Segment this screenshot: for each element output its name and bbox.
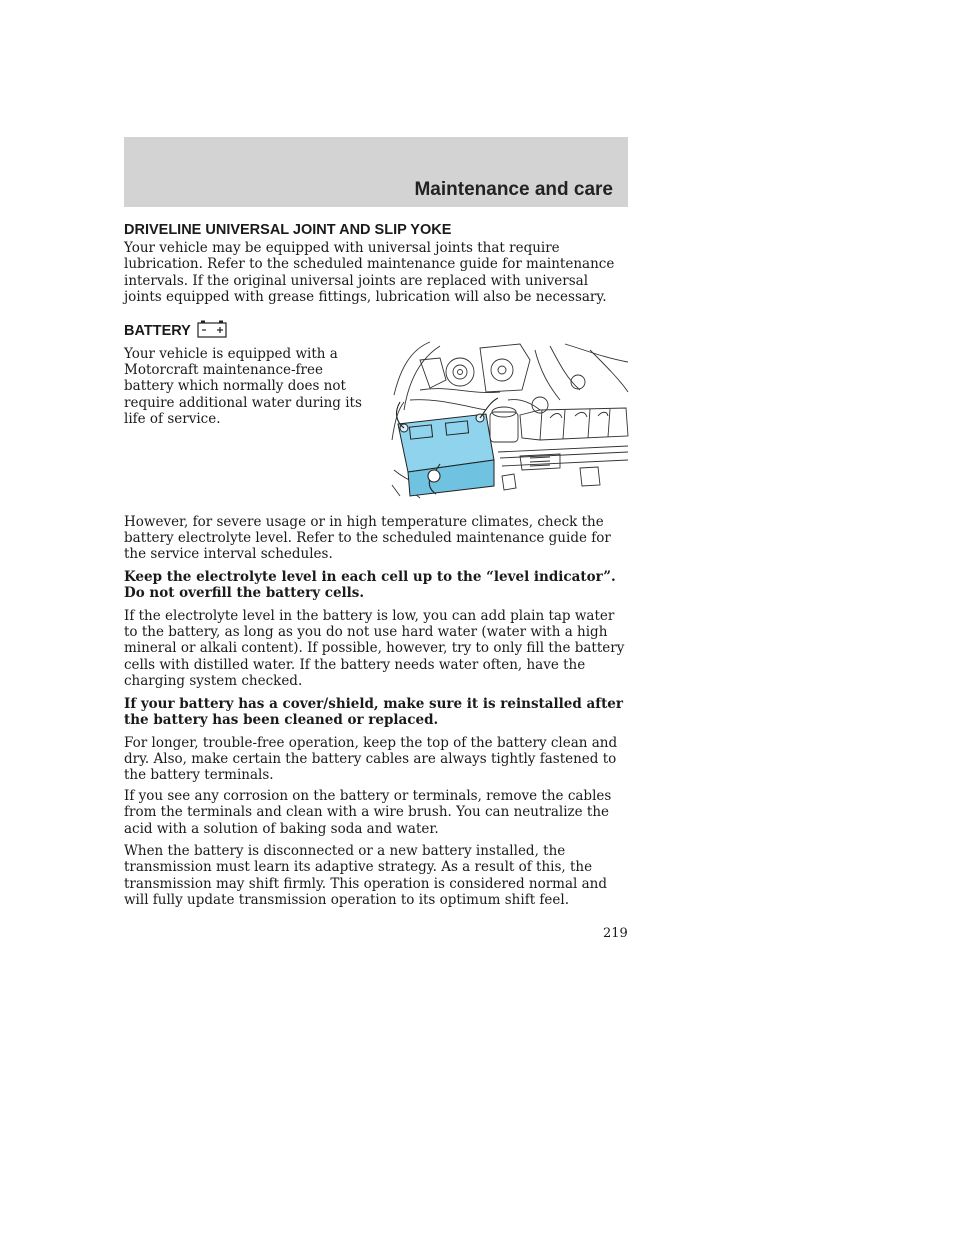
battery-paragraph: If the electrolyte level in the battery is low, you can add plain tap water to the battery, as long as you do not use hard water (water with a high mineral or alkali content). If possible, however, try to only fill the battery cells with distilled water. If the battery needs water often, have the charging system checked. [124,607,625,690]
battery-paragraph: However, for severe usage or in high temperature climates, check the battery electrolyte level. Refer to the scheduled maintenance guide for the service interval schedules. [124,513,611,563]
battery-warning-cover: If your battery has a cover/shield, make sure it is reinstalled after the battery has been cleaned or replaced. [124,695,624,729]
page-content [124,220,628,909]
engine-compartment-illustration [390,340,630,500]
battery-intro-row [124,346,628,514]
battery-paragraphs [124,514,628,909]
section-header-band [124,137,628,207]
battery-warning-electrolyte: Keep the electrolyte level in each cell up to the “level indicator”. Do not overfill the battery cells. [124,568,616,602]
battery-paragraph: If you see any corrosion on the battery or terminals, remove the cables from the terminals and clean with a wire brush. You can neutralize the acid with a solution of baking soda and water. [124,787,612,837]
battery-icon [197,320,227,342]
battery-heading: BATTERY [124,322,191,339]
driveline-body: Your vehicle may be equipped with universal joints that require lubrication. Refer to the scheduled maintenance guide for maintenance intervals. If the original universal joints are replaced with universal joints equipped with grease fittings, lubrication will also be necessary. [124,240,615,306]
battery-paragraph: For longer, trouble-free operation, keep the top of the battery clean and dry. Also, make certain the battery cables are always tightly fastened to the battery terminals. [124,734,618,784]
page-number: 219 [603,926,628,941]
battery-heading-row [124,320,628,342]
driveline-heading: DRIVELINE UNIVERSAL JOINT AND SLIP YOKE [124,222,452,238]
section-title: Maintenance and care [414,179,613,200]
battery-intro: Your vehicle is equipped with a Motorcraft maintenance-free battery which normally does not require additional water during its life of service. [124,345,362,428]
battery-paragraph: When the battery is disconnected or a new battery installed, the transmission must learn its adaptive strategy. As a result of this, the transmission may shift firmly. This operation is considered normal and will fully update transmission operation to its optimum shift feel. [124,842,608,909]
